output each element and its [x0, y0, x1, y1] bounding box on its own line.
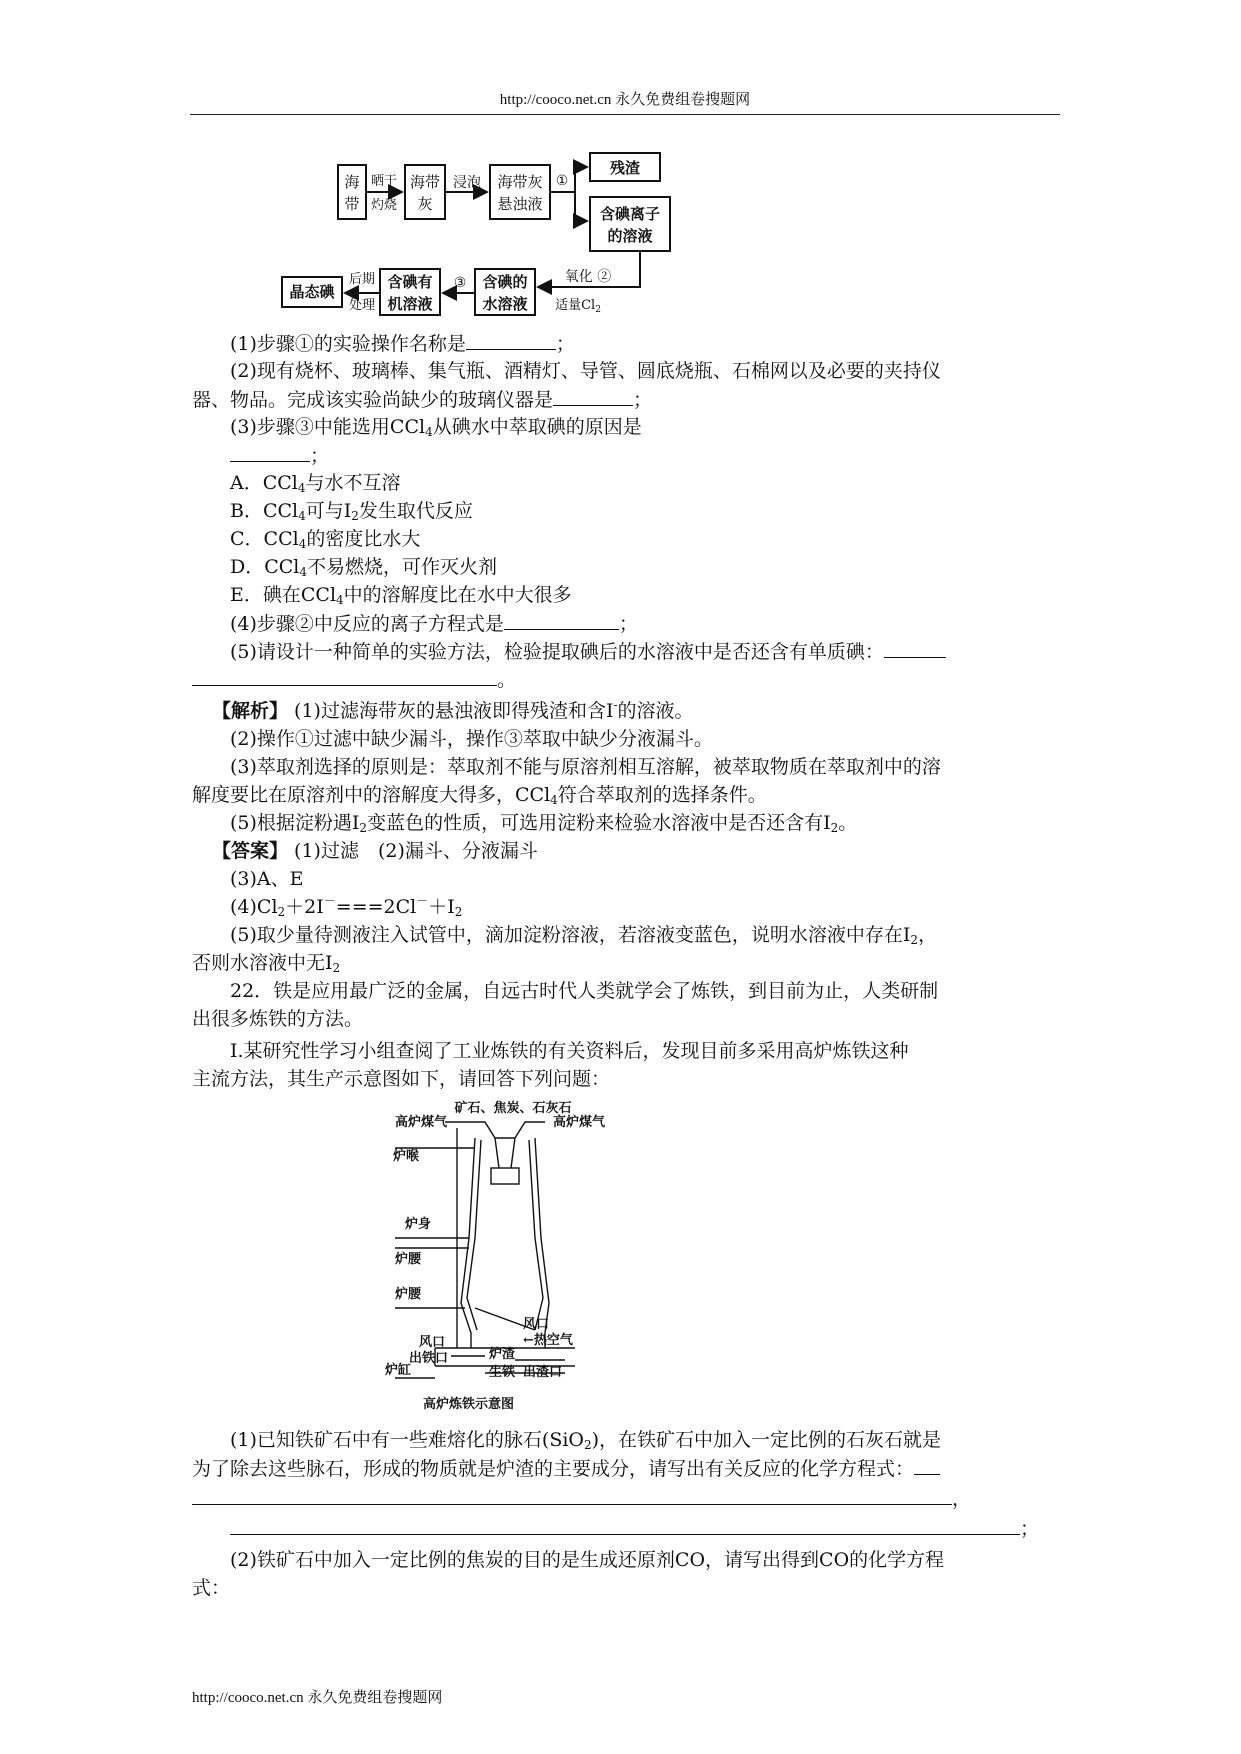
q22-sub1-line3: ，	[192, 1484, 971, 1513]
flow-hanjianshui-2: 水溶液	[482, 295, 528, 313]
page-header: http://cooco.net.cn 永久免费组卷搜题网	[499, 92, 751, 108]
answer-blank-6a[interactable]	[914, 1454, 940, 1475]
q22-sub2-line2: 式：	[192, 1577, 231, 1599]
flow-hanjianshui-1: 含碘的	[482, 273, 528, 291]
answer-blank-2[interactable]	[553, 385, 633, 406]
q22-line2: 出很多炼铁的方法。	[192, 1008, 364, 1030]
q22-sub1-line2: 为了除去这些脉石，形成的物质就是炉渣的主要成分，请写出有关反应的化学方程式：	[192, 1454, 940, 1483]
option-b: B．CCl$_4$可与$I_2$发生取代反应	[230, 500, 473, 523]
answer-blank-4[interactable]	[504, 609, 619, 630]
daan-line3: $(4)Cl_2+2I^-===2Cl^-+I_2$	[230, 894, 463, 919]
furnace-chuzhakou: 出渣口	[523, 1365, 563, 1380]
furnace-reqiqi: ←热空气	[523, 1333, 573, 1348]
jiexi-line3: (3)萃取剂选择的原则是：萃取剂不能与原溶剂相互溶解，被萃取物质在萃取剂中的溶	[230, 756, 941, 778]
furnace-lugang: 炉缸	[385, 1363, 412, 1378]
furnace-luyao-1: 炉腰	[395, 1252, 422, 1267]
q2-line1: (2)现有烧杯、玻璃棒、集气瓶、酒精灯、导管、圆底烧瓶、石棉网以及必要的夹持仪	[230, 360, 941, 382]
flow-houqi: 后期	[348, 272, 376, 287]
page-footer: http://cooco.net.cn 永久免费组卷搜题网	[192, 1690, 443, 1706]
jiexi-line4: 解度要比在原溶剂中的溶解度大得多，CCl$_4$符合萃取剂的选择条件。	[192, 784, 767, 807]
furnace-gas-left: 高炉煤气	[395, 1115, 448, 1130]
option-a: A．CCl$_4$与水不互溶	[230, 472, 401, 495]
flow-step1: ①	[555, 173, 569, 189]
q22-line4: 主流方法，其生产示意图如下，请回答下列问题：	[192, 1068, 611, 1090]
option-d: D．CCl$_4$不易燃烧，可作灭火剂	[230, 556, 498, 579]
furnace-houkou: 炉喉	[393, 1149, 420, 1164]
q1: (1)步骤①的实验操作名称是 ；	[230, 329, 575, 358]
furnace-lushen: 炉身	[405, 1217, 432, 1232]
flow-chuli: 处理	[348, 298, 376, 313]
flow-jinpao: 浸泡	[453, 175, 481, 191]
q22-sub1-line1: (1)已知铁矿石中有一些难熔化的脉石(SiO$_2$)，在铁矿石中加入一定比例的石灰石就是	[230, 1429, 942, 1452]
flow-haidaihui-2: 灰	[417, 195, 433, 213]
answer-blank-6b[interactable]	[192, 1484, 952, 1505]
flow-step3: ③	[453, 275, 467, 291]
q22-sub1-line4: ；	[230, 1514, 1039, 1543]
flow-hanjianyouji-1: 含碘有	[387, 273, 433, 291]
q3-blank-line: ；	[230, 441, 329, 470]
flow-haidaihui-1: 海带	[409, 173, 441, 191]
jiexi-line5: (5)根据淀粉遇$I_2$变蓝色的性质，可选用淀粉来检验水溶液中是否还含有$I_2$。	[230, 812, 858, 835]
daan-line4: (5)取少量待测液注入试管中，滴加淀粉溶液，若溶液变蓝色，说明水溶液中存在$I_2$，	[230, 924, 938, 947]
furnace-gas-right: 高炉煤气	[553, 1115, 606, 1130]
daan-line2: (3)A、E	[230, 868, 304, 890]
jiexi-line2: (2)操作①过滤中缺少漏斗，操作③萃取中缺少分液漏斗。	[230, 728, 713, 750]
jiexi-line1: 【解析】 (1)过滤海带灰的悬浊液即得残渣和含I-的溶液。	[212, 698, 694, 722]
flow-zhuoshao: 灼烧	[370, 198, 398, 213]
blast-furnace-diagram	[385, 1098, 625, 1414]
q22-sub2-line1: (2)铁矿石中加入一定比例的焦炭的目的是生成还原剂CO，请写出得到CO的化学方程	[230, 1549, 945, 1571]
flow-shaigan: 晒干	[370, 174, 398, 189]
furnace-top-label: 矿石、焦炭、石灰石	[454, 1101, 572, 1116]
flow-hanjianlizi-1: 含碘离子	[599, 205, 661, 223]
answer-blank-5a[interactable]	[884, 637, 946, 658]
option-e: E．碘在CCl$_4$中的溶解度比在水中大很多	[230, 584, 572, 607]
flow-hanjianyouji-2: 机溶液	[387, 295, 433, 313]
daan-line5: 否则水溶液中无$I_2$	[192, 952, 341, 975]
iodine-extraction-flowchart	[270, 145, 690, 315]
furnace-luzha: 炉渣	[489, 1347, 516, 1362]
answer-blank-6c[interactable]	[230, 1514, 1020, 1535]
answer-blank-3[interactable]	[230, 441, 310, 462]
answer-blank-1[interactable]	[466, 329, 556, 350]
q2-line2: 器、物品。完成该实验尚缺少的玻璃仪器是 ；	[192, 385, 652, 414]
q5-continuation: 。	[192, 665, 516, 694]
flow-hanjianlizi-2: 的溶液	[607, 227, 653, 245]
q3: (3)步骤③中能选用CCl$_4$从碘水中萃取碘的原因是	[230, 416, 642, 439]
furnace-fengkou-right: 风口	[523, 1317, 550, 1332]
flow-xuanzhuoye-2: 悬浊液	[497, 195, 543, 213]
daan-line1: 【答案】 (1)过滤 (2)漏斗、分液漏斗	[212, 840, 538, 862]
flow-xuanzhuoye-1: 海带灰	[497, 173, 543, 191]
furnace-chutiekou: 出铁口	[409, 1351, 449, 1366]
furnace-caption: 高炉炼铁示意图	[423, 1397, 515, 1412]
answer-blank-5b[interactable]	[192, 665, 497, 686]
daan-label: 【答案】	[212, 840, 289, 862]
flow-shiliang: 适量$Cl_2$	[555, 298, 601, 315]
flow-yanghua: 氧化 ②	[564, 269, 612, 285]
jiexi-label: 【解析】	[212, 700, 289, 722]
q22-line1: 22．铁是应用最广泛的金属，自远古时代人类就学会了炼铁，到目前为止，人类研制	[230, 980, 939, 1002]
furnace-luyao-2: 炉腰	[395, 1287, 422, 1302]
flow-haidai-2: 带	[344, 195, 360, 213]
q5: (5)请设计一种简单的实验方法，检验提取碘后的水溶液中是否还含有单质碘：	[230, 637, 946, 666]
flow-canzha: 残渣	[609, 159, 641, 177]
q22-line3: Ⅰ.某研究性学习小组查阅了工业炼铁的有关资料后，发现目前多采用高炉炼铁这种	[230, 1040, 909, 1062]
furnace-fengkou-left: 风口	[419, 1335, 446, 1350]
flow-jingtaidian: 晶态碘	[289, 283, 335, 301]
flow-haidai-1: 海	[344, 173, 360, 191]
option-c: C．CCl$_4$的密度比水大	[230, 528, 421, 551]
q4: (4)步骤②中反应的离子方程式是 ；	[230, 609, 638, 638]
furnace-shengtie: 生铁	[489, 1365, 516, 1380]
header-rule	[190, 114, 1060, 115]
